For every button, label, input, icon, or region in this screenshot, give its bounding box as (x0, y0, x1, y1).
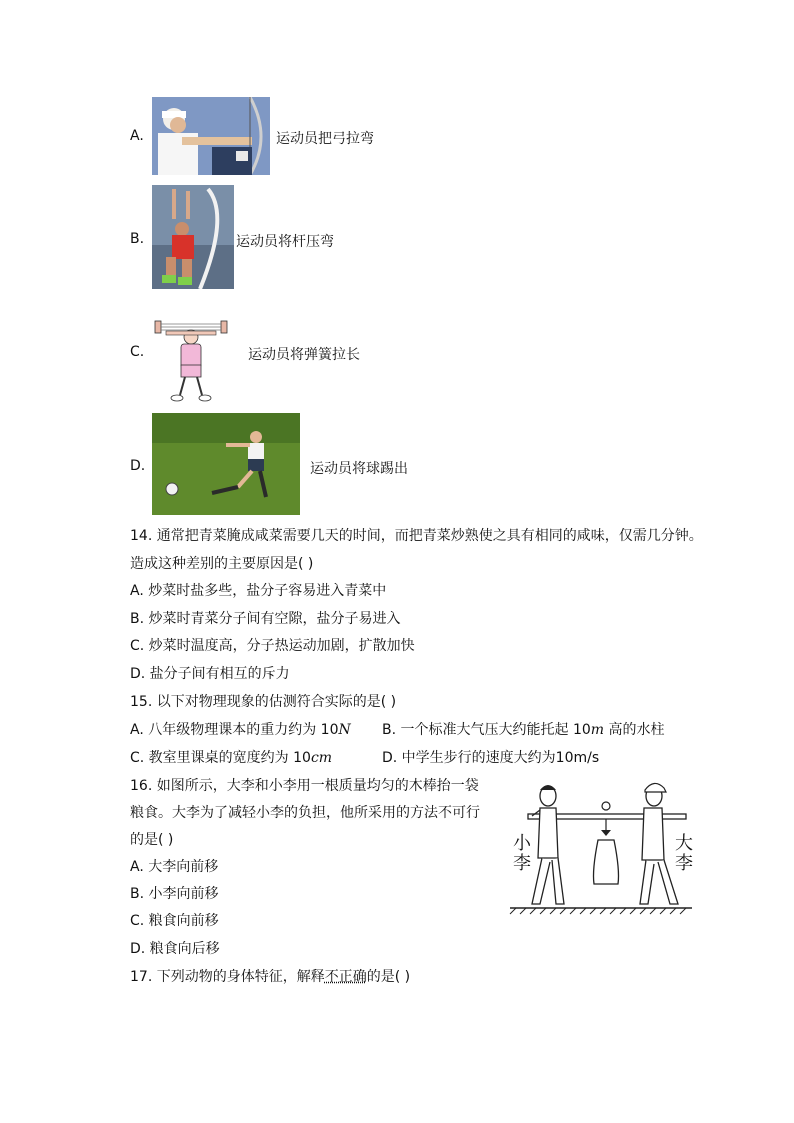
q14-stem-line2: 造成这种差别的主要原因是( ) (130, 556, 314, 572)
q14-option-d: D. 盐分子间有相互的斥力 (130, 666, 290, 682)
q14-option-c: C. 炒菜时温度高，分子热运动加剧，扩散加快 (130, 638, 415, 654)
q17-stem-prefix: 17. 下列动物的身体特征，解释 (130, 969, 325, 985)
q16-option-a: A. 大李向前移 (130, 859, 219, 875)
option-letter-b: B. (130, 231, 145, 247)
q15-option-d: D. 中学生步行的速度大约为10m/s (382, 750, 600, 766)
carrying-figure (506, 780, 696, 915)
q17-stem-suffix: 的是( ) (366, 969, 411, 985)
option-caption-d: 运动员将球踢出 (310, 461, 408, 477)
q16-stem-line2: 粮食。大李为了减轻小李的负担，他所采用的方法不可行 (130, 805, 480, 821)
q14-stem-line1: 14. 通常把青菜腌成咸菜需要几天的时间，而把青菜炒熟使之具有相同的咸味，仅需几分钟。 (130, 528, 703, 544)
option-caption-c: 运动员将弹簧拉长 (248, 347, 360, 363)
archer-image (152, 97, 270, 175)
q16-stem-line3: 的是( ) (130, 832, 174, 848)
q15-option-a-text: A. 八年级物理课本的重力约为 10 (130, 722, 339, 738)
q15-option-b (382, 720, 665, 740)
q15-option-a-unit: N (338, 722, 351, 738)
soccer-kick-image (152, 413, 300, 515)
q17-stem-emphasis: 不正确 (324, 969, 367, 985)
spring-exerciser-image (152, 315, 230, 403)
option-letter-c: C. (130, 344, 145, 360)
q16-option-b: B. 小李向前移 (130, 886, 219, 902)
q16-option-c: C. 粮食向前移 (130, 913, 219, 929)
option-letter-d: D. (130, 458, 146, 474)
q17-stem (130, 967, 410, 987)
pole-vaulter-image (152, 185, 234, 289)
option-caption-a: 运动员把弓拉弯 (276, 131, 374, 147)
figure-label-dali: 大李 (675, 833, 693, 874)
q15-option-c-unit: cm (310, 750, 333, 766)
q16-stem-line1: 16. 如图所示，大李和小李用一根质量均匀的木棒抬一袋 (130, 778, 479, 794)
q14-option-b: B. 炒菜时青菜分子间有空隙，盐分子易进入 (130, 611, 401, 627)
figure-label-xiaoli: 小李 (513, 833, 531, 874)
option-caption-b: 运动员将杆压弯 (236, 234, 334, 250)
q15-option-a (130, 720, 351, 740)
q15-option-c (130, 748, 332, 768)
q15-option-c-text: C. 教室里课桌的宽度约为 10 (130, 750, 311, 766)
q15-option-b-tail: 高的水柱 (604, 722, 665, 738)
option-letter-a: A. (130, 128, 144, 144)
carrying-figure-drawing (506, 780, 696, 915)
q15-stem: 15. 以下对物理现象的估测符合实际的是( ) (130, 694, 397, 710)
q15-option-b-unit: m (590, 722, 605, 738)
q14-option-a: A. 炒菜时盐多些，盐分子容易进入青菜中 (130, 583, 387, 599)
q16-option-d: D. 粮食向后移 (130, 941, 220, 957)
q15-option-b-text: B. 一个标准大气压大约能托起 10 (382, 722, 591, 738)
